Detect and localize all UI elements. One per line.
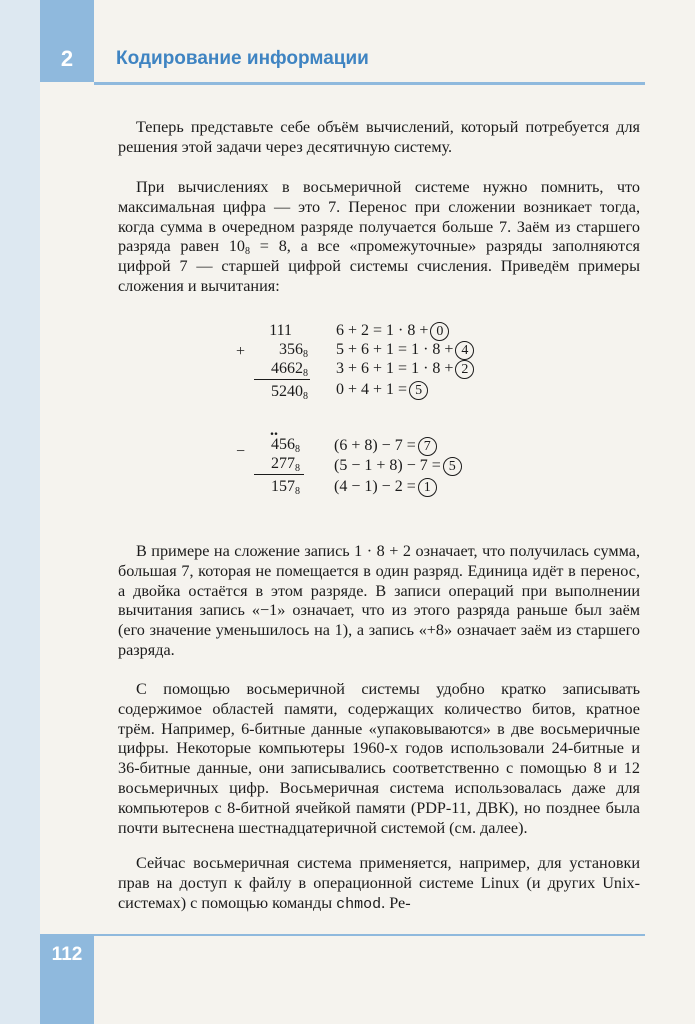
addition-step: 5 + 6 + 1 = 1 · 8 + 4 xyxy=(336,341,474,360)
paragraph-2-text-b: = 8, а все «промежуточные» разряды заполняются цифрой 7 — старшей цифрой системы счисления. Приведём примеры сложения и вычитания: xyxy=(118,237,640,295)
circled-digit: 0 xyxy=(430,322,449,341)
circled-digit: 4 xyxy=(455,341,474,360)
subtraction-step: (4 − 1) − 2 = 1 xyxy=(334,478,437,497)
addend-2: $4662_8$ xyxy=(271,360,308,379)
chapter-number: 2 xyxy=(60,46,74,71)
subtraction-step: (6 + 8) − 7 = 7 xyxy=(334,437,437,456)
paragraph-4: С помощью восьмеричной системы удобно кратко записывать содержимое областей памяти, содержащих количество битов, кратное трём. Например, 6-битные данные «упаковываются» в две восьмеричные цифры. Некоторые компьютеры 1960-х годов использовали 24-битные и 36-битные данные, они записывались соответственно с помощью 8 и 12 восьмеричных цифр. Восьмеричная система использовалась даже для компьютеров с 8-битной ячейкой памяти (PDP-11, ДВК), но позднее была почти вытеснена шестнадцатеричной системой (см. далее). xyxy=(118,680,640,837)
paragraph-2 xyxy=(118,178,640,297)
minuend: $456_8$ xyxy=(271,436,300,455)
header-rule xyxy=(94,82,645,85)
paragraph-3: В примере на сложение запись 1 · 8 + 2 означает, что получилась сумма, большая 7, которая не помещается в один разряд. Единица идёт в перенос, а двойка остаётся в этом разряде. В записи операций при выполнении вычитания запись «−1» означает, что из этого разряда раньше был заём (его значение уменьшилось на 1), а запись «+8» означает заём из старшего разряда. xyxy=(118,542,640,659)
addition-step: 0 + 4 + 1 = 5 xyxy=(336,381,428,400)
addition-step: 6 + 2 = 1 · 8 + 0 xyxy=(336,322,449,341)
subtrahend: $277_8$ xyxy=(271,455,300,474)
page-number: 112 xyxy=(51,944,83,965)
circled-digit: 7 xyxy=(418,437,437,456)
paragraph-2-text-a: При вычислениях в восьмеричной системе нужно помнить, что максимальная цифра — это 7. Перенос при сложении возникает тогда, когда сумма в очередном разряде получается больше 7. Заём из старшего разряда равен 10 xyxy=(118,178,640,256)
paragraph-5: Сейчас восьмеричная система применяется, например, для установки прав на доступ к файлу в операционной системе Linux (и других Unix-системах) с помощью команды chmod. Ре- xyxy=(118,854,640,913)
page-margin-band xyxy=(0,0,40,1024)
footer-rule xyxy=(94,934,645,936)
circled-digit: 5 xyxy=(443,457,462,476)
borrow-marks: .. xyxy=(270,422,278,439)
carry-digits: 111 xyxy=(269,322,292,339)
sum-result: $5240_8$ xyxy=(271,383,308,402)
command-chmod: chmod xyxy=(336,895,382,913)
plus-sign: + xyxy=(236,343,246,360)
difference-rule xyxy=(254,474,304,475)
circled-digit: 2 xyxy=(455,360,474,379)
chapter-title: Кодирование информации xyxy=(116,48,369,69)
addend-1: $356_8$ xyxy=(279,341,308,360)
circled-digit: 5 xyxy=(409,381,428,400)
addition-step: 3 + 6 + 1 = 1 · 8 + 2 xyxy=(336,360,474,379)
base-subscript: 8 xyxy=(245,246,251,258)
paragraph-1: Теперь представьте себе объём вычислений, который потребуется для решения этой задачи через десятичную систему. xyxy=(118,118,640,156)
circled-digit: 1 xyxy=(418,478,437,497)
sum-rule xyxy=(254,379,310,380)
minus-sign: − xyxy=(236,443,246,460)
subtraction-step: (5 − 1 + 8) − 7 = 5 xyxy=(334,457,462,476)
difference-result: $157_8$ xyxy=(271,478,300,497)
